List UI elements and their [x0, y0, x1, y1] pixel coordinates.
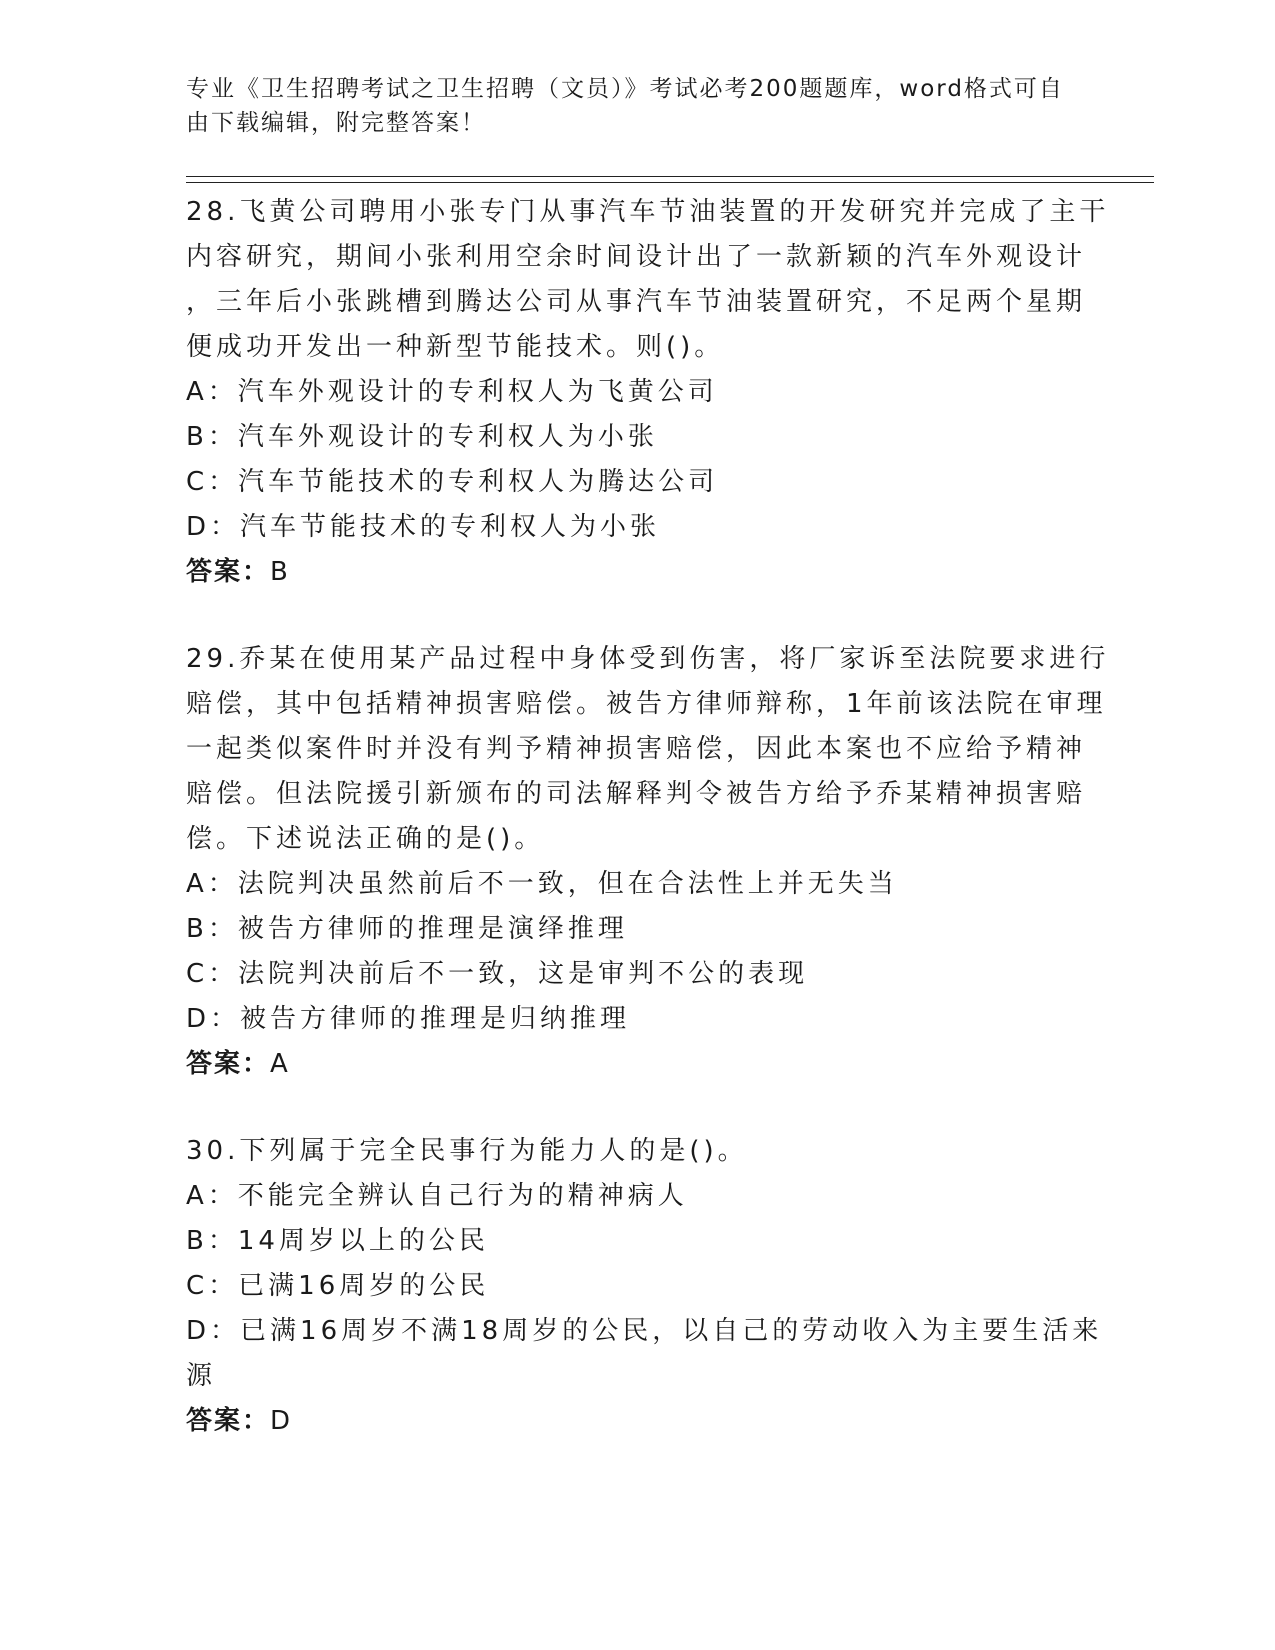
answer-line [186, 1399, 1106, 1444]
stem-line: 内容研究，期间小张利用空余时间设计出了一款新颖的汽车外观设计 [186, 242, 1087, 272]
document-header [186, 72, 1066, 140]
option-a: A：汽车外观设计的专利权人为飞黄公司 [186, 377, 718, 407]
question-28 [186, 190, 1110, 595]
header-divider-top [186, 176, 1154, 177]
header-divider-bottom [186, 182, 1154, 183]
question-options [186, 862, 1106, 1042]
stem-line: 30.下列属于完全民事行为能力人的是()。 [186, 1136, 748, 1166]
stem-line: 赔偿。但法院援引新颁布的司法解释判令被告方给予乔某精神损害赔 [186, 779, 1087, 809]
stem-line: 偿。下述说法正确的是()。 [186, 824, 545, 854]
option-d: D：已满16周岁不满18周岁的公民，以自己的劳动收入为主要生活来 [186, 1316, 1103, 1346]
question-30 [186, 1129, 1106, 1444]
stem-line: 一起类似案件时并没有判予精神损害赔偿，因此本案也不应给予精神 [186, 734, 1087, 764]
answer-line [186, 1042, 1106, 1087]
stem-line: 赔偿，其中包括精神损害赔偿。被告方律师辩称，1年前该法院在审理 [186, 689, 1107, 719]
option-a: A：不能完全辨认自己行为的精神病人 [186, 1181, 688, 1211]
question-stem [186, 637, 1110, 862]
option-b: B：汽车外观设计的专利权人为小张 [186, 422, 658, 452]
option-c: C：法院判决前后不一致，这是审判不公的表现 [186, 959, 809, 989]
header-line-1: 专业《卫生招聘考试之卫生招聘（文员）》考试必考200题题库，word格式可自 [186, 76, 1064, 102]
option-d: D：被告方律师的推理是归纳推理 [186, 1004, 631, 1034]
question-29 [186, 637, 1110, 1087]
option-b: B：被告方律师的推理是演绎推理 [186, 914, 628, 944]
question-stem [186, 1129, 1106, 1174]
stem-line: 便成功开发出一种新型节能技术。则()。 [186, 332, 725, 362]
option-d-continued: 源 [186, 1361, 217, 1391]
stem-line: ，三年后小张跳槽到腾达公司从事汽车节油装置研究，不足两个星期 [186, 287, 1087, 317]
stem-line: 28.飞黄公司聘用小张专门从事汽车节油装置的开发研究并完成了主干 [186, 197, 1110, 227]
answer-value: A [270, 1049, 290, 1079]
answer-label: 答案： [186, 1406, 271, 1436]
header-line-2: 由下载编辑，附完整答案！ [186, 110, 486, 136]
question-stem [186, 190, 1110, 370]
option-c: C：已满16周岁的公民 [186, 1271, 490, 1301]
question-options [186, 1174, 1106, 1399]
answer-label: 答案： [186, 557, 271, 587]
answer-value: D [270, 1406, 293, 1436]
answer-label: 答案： [186, 1049, 271, 1079]
stem-line: 29.乔某在使用某产品过程中身体受到伤害，将厂家诉至法院要求进行 [186, 644, 1110, 674]
answer-line [186, 550, 1106, 595]
option-c: C：汽车节能技术的专利权人为腾达公司 [186, 467, 719, 497]
question-list [186, 190, 1110, 1486]
option-b: B：14周岁以上的公民 [186, 1226, 489, 1256]
option-d: D：汽车节能技术的专利权人为小张 [186, 512, 661, 542]
option-a: A：法院判决虽然前后不一致，但在合法性上并无失当 [186, 869, 898, 899]
answer-value: B [270, 557, 290, 587]
question-options [186, 370, 1106, 550]
